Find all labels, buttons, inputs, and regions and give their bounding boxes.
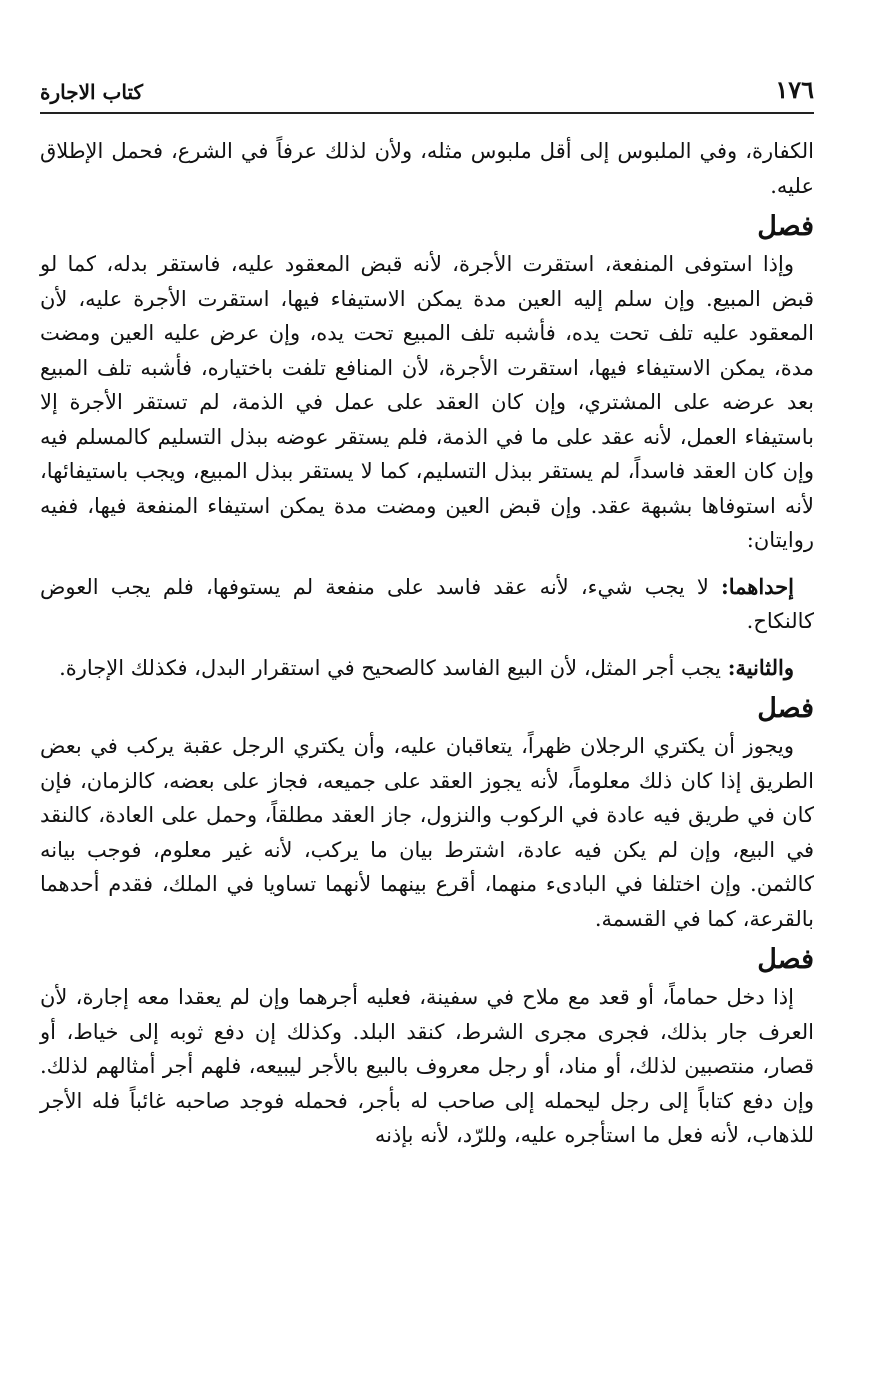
opinion-text: يجب أجر المثل، لأن البيع الفاسد كالصحيح في استقرار البدل، فكذلك الإجارة. bbox=[59, 655, 728, 680]
page-header bbox=[40, 60, 814, 114]
section-heading: فصل bbox=[757, 693, 814, 724]
paragraph: وإذا استوفى المنفعة، استقرت الأجرة، لأنه قبض المعقود عليه، فاستقر بدله، كما لو قبض المبيع. وإن سلم إليه العين مدة يمكن الاستيفاء فيها، استقرت الأجرة عليه، لأن المعقود عليه تلف تحت يده، فأشبه تلف المبيع تحت يده، وإن عرض عليه العين ومضت مدة، يمكن الاستيفاء فيها، استقرت الأجرة، لأن المنافع تلفت باختياره، فأشبه تلف المبيع بعد عرضه على المشتري، وإن كان العقد على عمل في الذمة، لم تستقر الأجرة إلا باستيفاء العمل، لأنه عقد على ما في الذمة، فلم يستقر عوضه ببذل التسليم كالمسلم فيه وإن كان العقد فاسداً، لم يستقر ببذل التسليم، كما لا يستقر ببذل المبيع، ويجب باستيفائها، لأنه استوفاها بشبهة عقد. وإن قبض العين ومضت مدة يمكن استيفاء المنفعة فيها، ففيه روايتان: bbox=[40, 252, 814, 552]
section-heading: فصل bbox=[757, 944, 814, 975]
opinion-paragraph bbox=[40, 570, 814, 639]
paragraph: إذا دخل حماماً، أو قعد مع ملاح في سفينة، فعليه أجرهما وإن لم يعقدا معه إجارة، لأن العرف جار بذلك، فجرى مجرى الشرط، كنقد البلد. وكذلك إن دفع ثوبه إلى خياط، أو قصار، منتصبين لذلك، أو مناد، أو رجل معروف بالبيع بالأجر ليبيعه، فلهم أجر أمثالهم لذلك. وإن دفع كتاباً إلى رجل ليحمله إلى صاحب له بأجر، فحمله فوجد صاحبه غائباً فله الأجر للذهاب، لأنه فعل ما استأجره عليه، وللرّد، لأنه بإذنه bbox=[40, 985, 814, 1147]
section-heading: فصل bbox=[757, 211, 814, 242]
paragraph: ويجوز أن يكتري الرجلان ظهراً، يتعاقبان عليه، وأن يكتري الرجل عقبة يركب في بعض الطريق إذا كان ذلك معلوماً، لأنه يجوز العقد على جميعه، فجاز على بعضه، كالزمان، فإن كان في طريق فيه عادة في الركوب والنزول، جاز العقد مطلقاً، وحمل على العادة، كالنقد في البيع، وإن لم يكن فيه عادة، اشترط بيان ما يركب، لأنه غير معلوم، فوجب بيانه كالثمن. وإن اختلفا في البادىء منهما، أقرع بينهما لأنهما تساويا في الملك، فقدم أحدهما بالقرعة، كما في القسمة. bbox=[40, 734, 814, 931]
opinion-label: إحداهما: bbox=[720, 573, 794, 599]
opinion-paragraph bbox=[40, 651, 814, 686]
opinion-label: والثانية: bbox=[727, 654, 794, 680]
paragraph: الكفارة، وفي الملبوس إلى أقل ملبوس مثله، ولأن لذلك عرفاً في الشرع، فحمل الإطلاق عليه. bbox=[40, 139, 814, 198]
page-body bbox=[40, 134, 814, 1153]
book-page bbox=[40, 60, 814, 1350]
page-number: ١٧٦ bbox=[775, 75, 814, 104]
running-title: كتاب الاجارة bbox=[40, 80, 143, 104]
opinion-text: لا يجب شيء، لأنه عقد فاسد على منفعة لم يستوفها، فلم يجب العوض كالنكاح. bbox=[40, 574, 814, 633]
